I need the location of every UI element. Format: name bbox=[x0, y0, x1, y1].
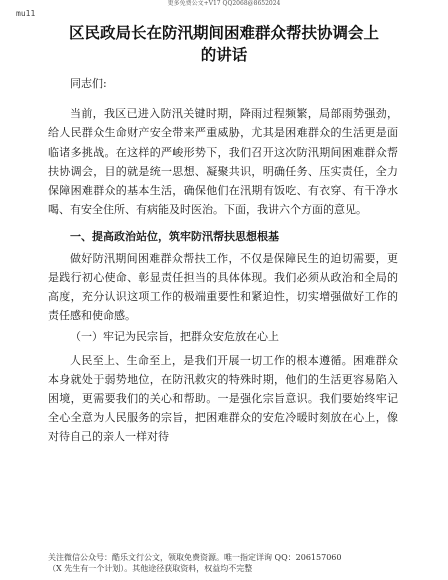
title-line-1: 区民政局长在防汛期间困难群众帮扶协调会上 bbox=[68, 24, 379, 42]
paragraph-section-1: 做好防汛期间困难群众帮扶工作，不仅是保障民生的迫切需要，更是践行初心使命、彰显责任担当的具体体现。我们必须从政治和全局的高度，充分认识这项工作的极端重要性和紧迫性，切实增强做好工作的责任感和使命感。 bbox=[48, 251, 398, 323]
footer-notice bbox=[48, 552, 398, 574]
title-line-2: 的讲话 bbox=[200, 46, 248, 64]
header-watermark: 更多免费公文+V17 QQ2068@8652024 bbox=[167, 0, 281, 7]
document-body bbox=[48, 74, 398, 447]
greeting: 同志们: bbox=[70, 77, 107, 90]
footer-line-2: （X 先生有一个计划）。其他途径获取资料，权益均不完整 bbox=[48, 564, 253, 573]
side-mark: mu11 bbox=[16, 9, 36, 18]
footer-line-1: 关注微信公众号：酷乐文行公文，领取免费资源。唯一指定详询 QQ：206157060 bbox=[48, 553, 342, 562]
paragraph-intro: 当前，我区已进入防汛关键时期，降雨过程频繁，局部雨势强劲，给人民群众生命财产安全带来严重威胁，尤其是困难群众的生活更是面临诸多挑战。在这样的严峻形势下，我们召开这次防汛期间困难群众帮扶协调会，目的就是统一思想、凝聚共识，明确任务、压实责任，全力保障困难群众的基本生活，确保他们在汛期有饭吃、有衣穿、有干净水喝、有安全住所、有病能及时医治。下面，我讲六个方面的意见。 bbox=[48, 107, 398, 217]
section-heading-1: 一、提高政治站位，筑牢防汛帮扶思想根基 bbox=[70, 230, 279, 244]
paragraph-subsection-1: 人民至上、生命至上，是我们开展一切工作的根本遵循。困难群众本身就处于弱势地位，在防汛救灾的特殊时期，他们的生活更容易陷入困境，更需要我们的关心和帮助。一是强化宗旨意识。我们要始终牢记全心全意为人民服务的宗旨，把困难群众的安危冷暖时刻放在心上，像对待自己的亲人一样对待 bbox=[48, 353, 398, 444]
page-title bbox=[30, 22, 418, 66]
subsection-heading-1: （一）牢记为民宗旨，把群众安危放在心上 bbox=[70, 330, 279, 344]
